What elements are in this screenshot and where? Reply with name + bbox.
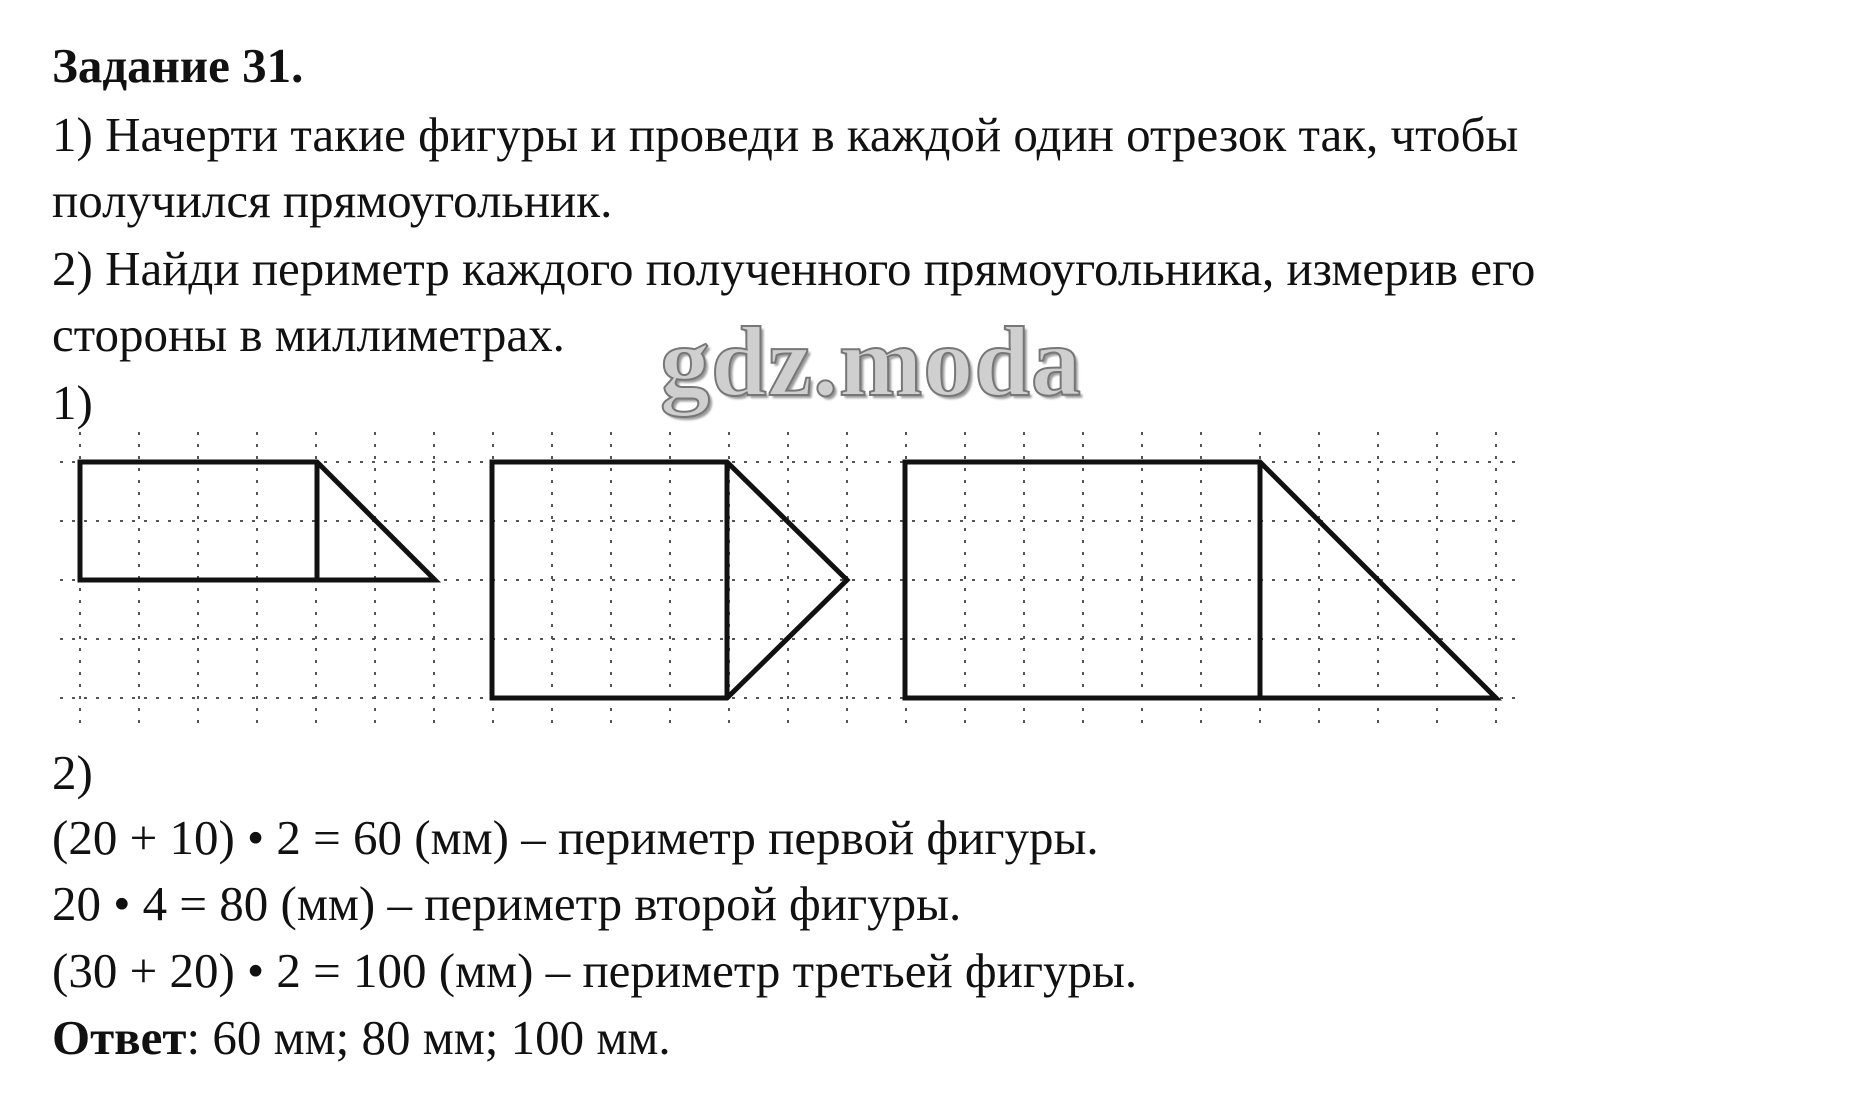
answer-label: Ответ	[52, 1010, 187, 1065]
instruction-line-3: 2) Найди периметр каждого полученного прямоугольника, измерив его	[52, 241, 1536, 296]
instruction-line-2: получился прямоугольник.	[52, 173, 613, 228]
instruction-line-1: 1) Начерти такие фигуры и проведи в каждой один отрезок так, чтобы	[52, 107, 1519, 162]
part1-label: 1)	[52, 375, 93, 430]
answer-text: : 60 мм; 80 мм; 100 мм.	[186, 1010, 671, 1065]
solution-line-2: 20 • 4 = 80 (мм) – периметр второй фигуры.	[52, 876, 962, 931]
solution-line-1: (20 + 10) • 2 = 60 (мм) – периметр первой фигуры.	[52, 810, 1099, 865]
part2-label: 2)	[52, 745, 93, 800]
watermark-logo: gdz.moda	[660, 306, 1082, 417]
instruction-line-4: стороны в миллиметрах.	[52, 307, 565, 362]
answer-line	[52, 1010, 671, 1066]
task-title: Задание 31.	[52, 38, 304, 93]
solution-line-3: (30 + 20) • 2 = 100 (мм) – периметр третьей фигуры.	[52, 943, 1138, 998]
